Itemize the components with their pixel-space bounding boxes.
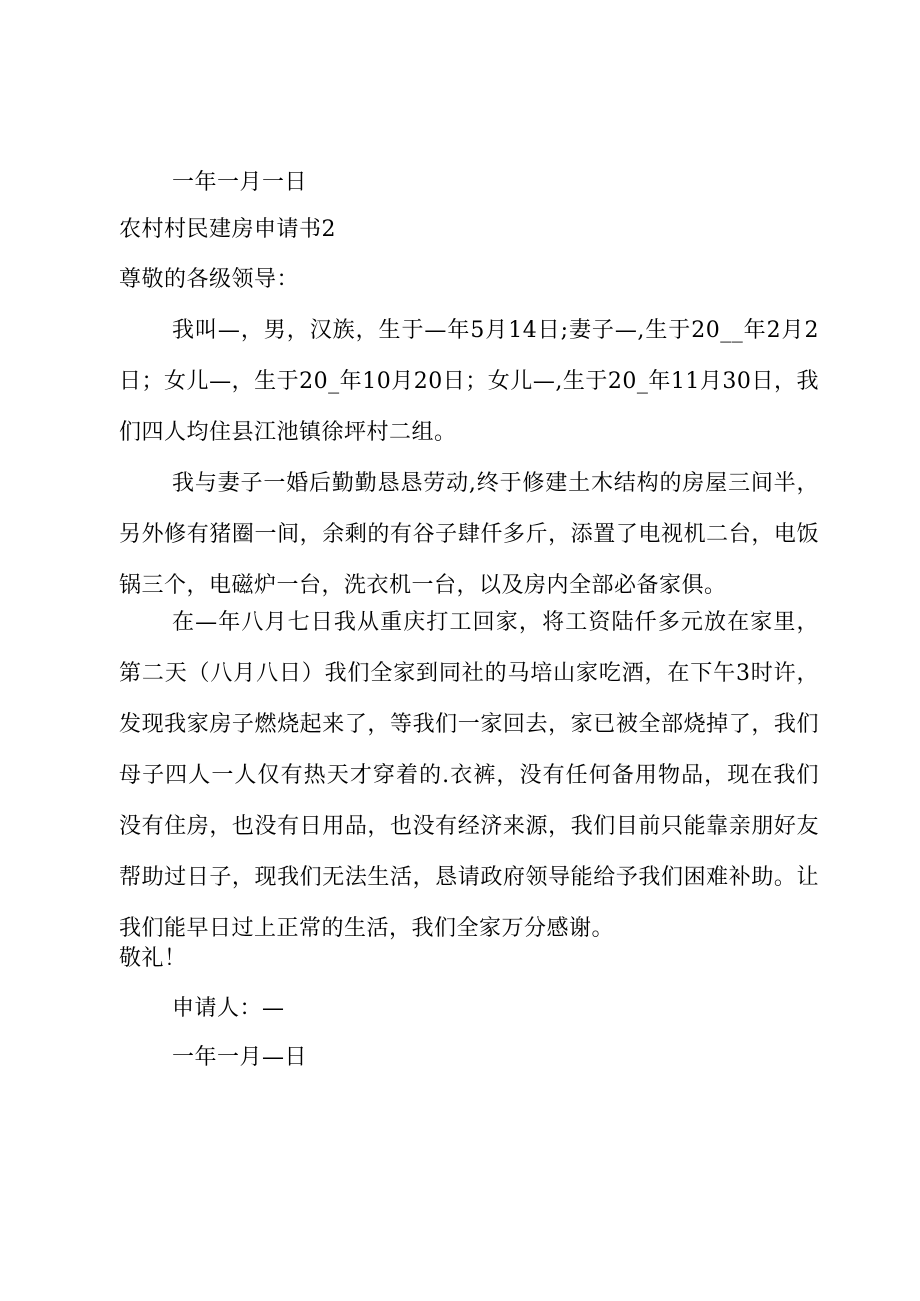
document-title: 农村村民建房申请书2: [119, 217, 336, 242]
closing: 敬礼！: [119, 946, 187, 971]
paragraph-3: 在—年八月七日我从重庆打工回家，将工资陆仟多元放在家里，第二天（八月八日）我们全家到同社的马培山家吃酒，在下午3时许，发现我家房子燃烧起来了，等我们一家回去，家已被全部烧掉了，我们母子四人一人仅有热天才穿着的.衣裤，没有任何备用物品，现在我们没有住房，也没有日用品，也没有经济来源，我们目前只能靠亲朋好友帮助过日子，现我们无法生活，恳请政府领导能给予我们困难补助。让我们能早日过上正常的生活，我们全家万分感谢。: [119, 610, 819, 941]
paragraph-1: 我叫—，男，汉族，生于—年5月14日;妻子—,生于20__年2月2日；女儿—，生于20_年10月20日；女儿—,生于20_年11月30日，我们四人均住县江池镇徐坪村二组。: [119, 318, 819, 445]
paragraph-2: 我与妻子一婚后勤勤恳恳劳动,终于修建土木结构的房屋三间半，另外修有猪圈一间，余剩的有谷子肆仟多斤，添置了电视机二台，电饭锅三个，电磁炉一台，洗衣机一台，以及房内全部必备家俱。: [119, 471, 819, 598]
salutation: 尊敬的各级领导：: [119, 267, 300, 292]
applicant-line: 申请人：—: [172, 996, 285, 1021]
bottom-date: 一年一月—日: [172, 1045, 308, 1070]
top-date: 一年一月一日: [172, 170, 308, 195]
